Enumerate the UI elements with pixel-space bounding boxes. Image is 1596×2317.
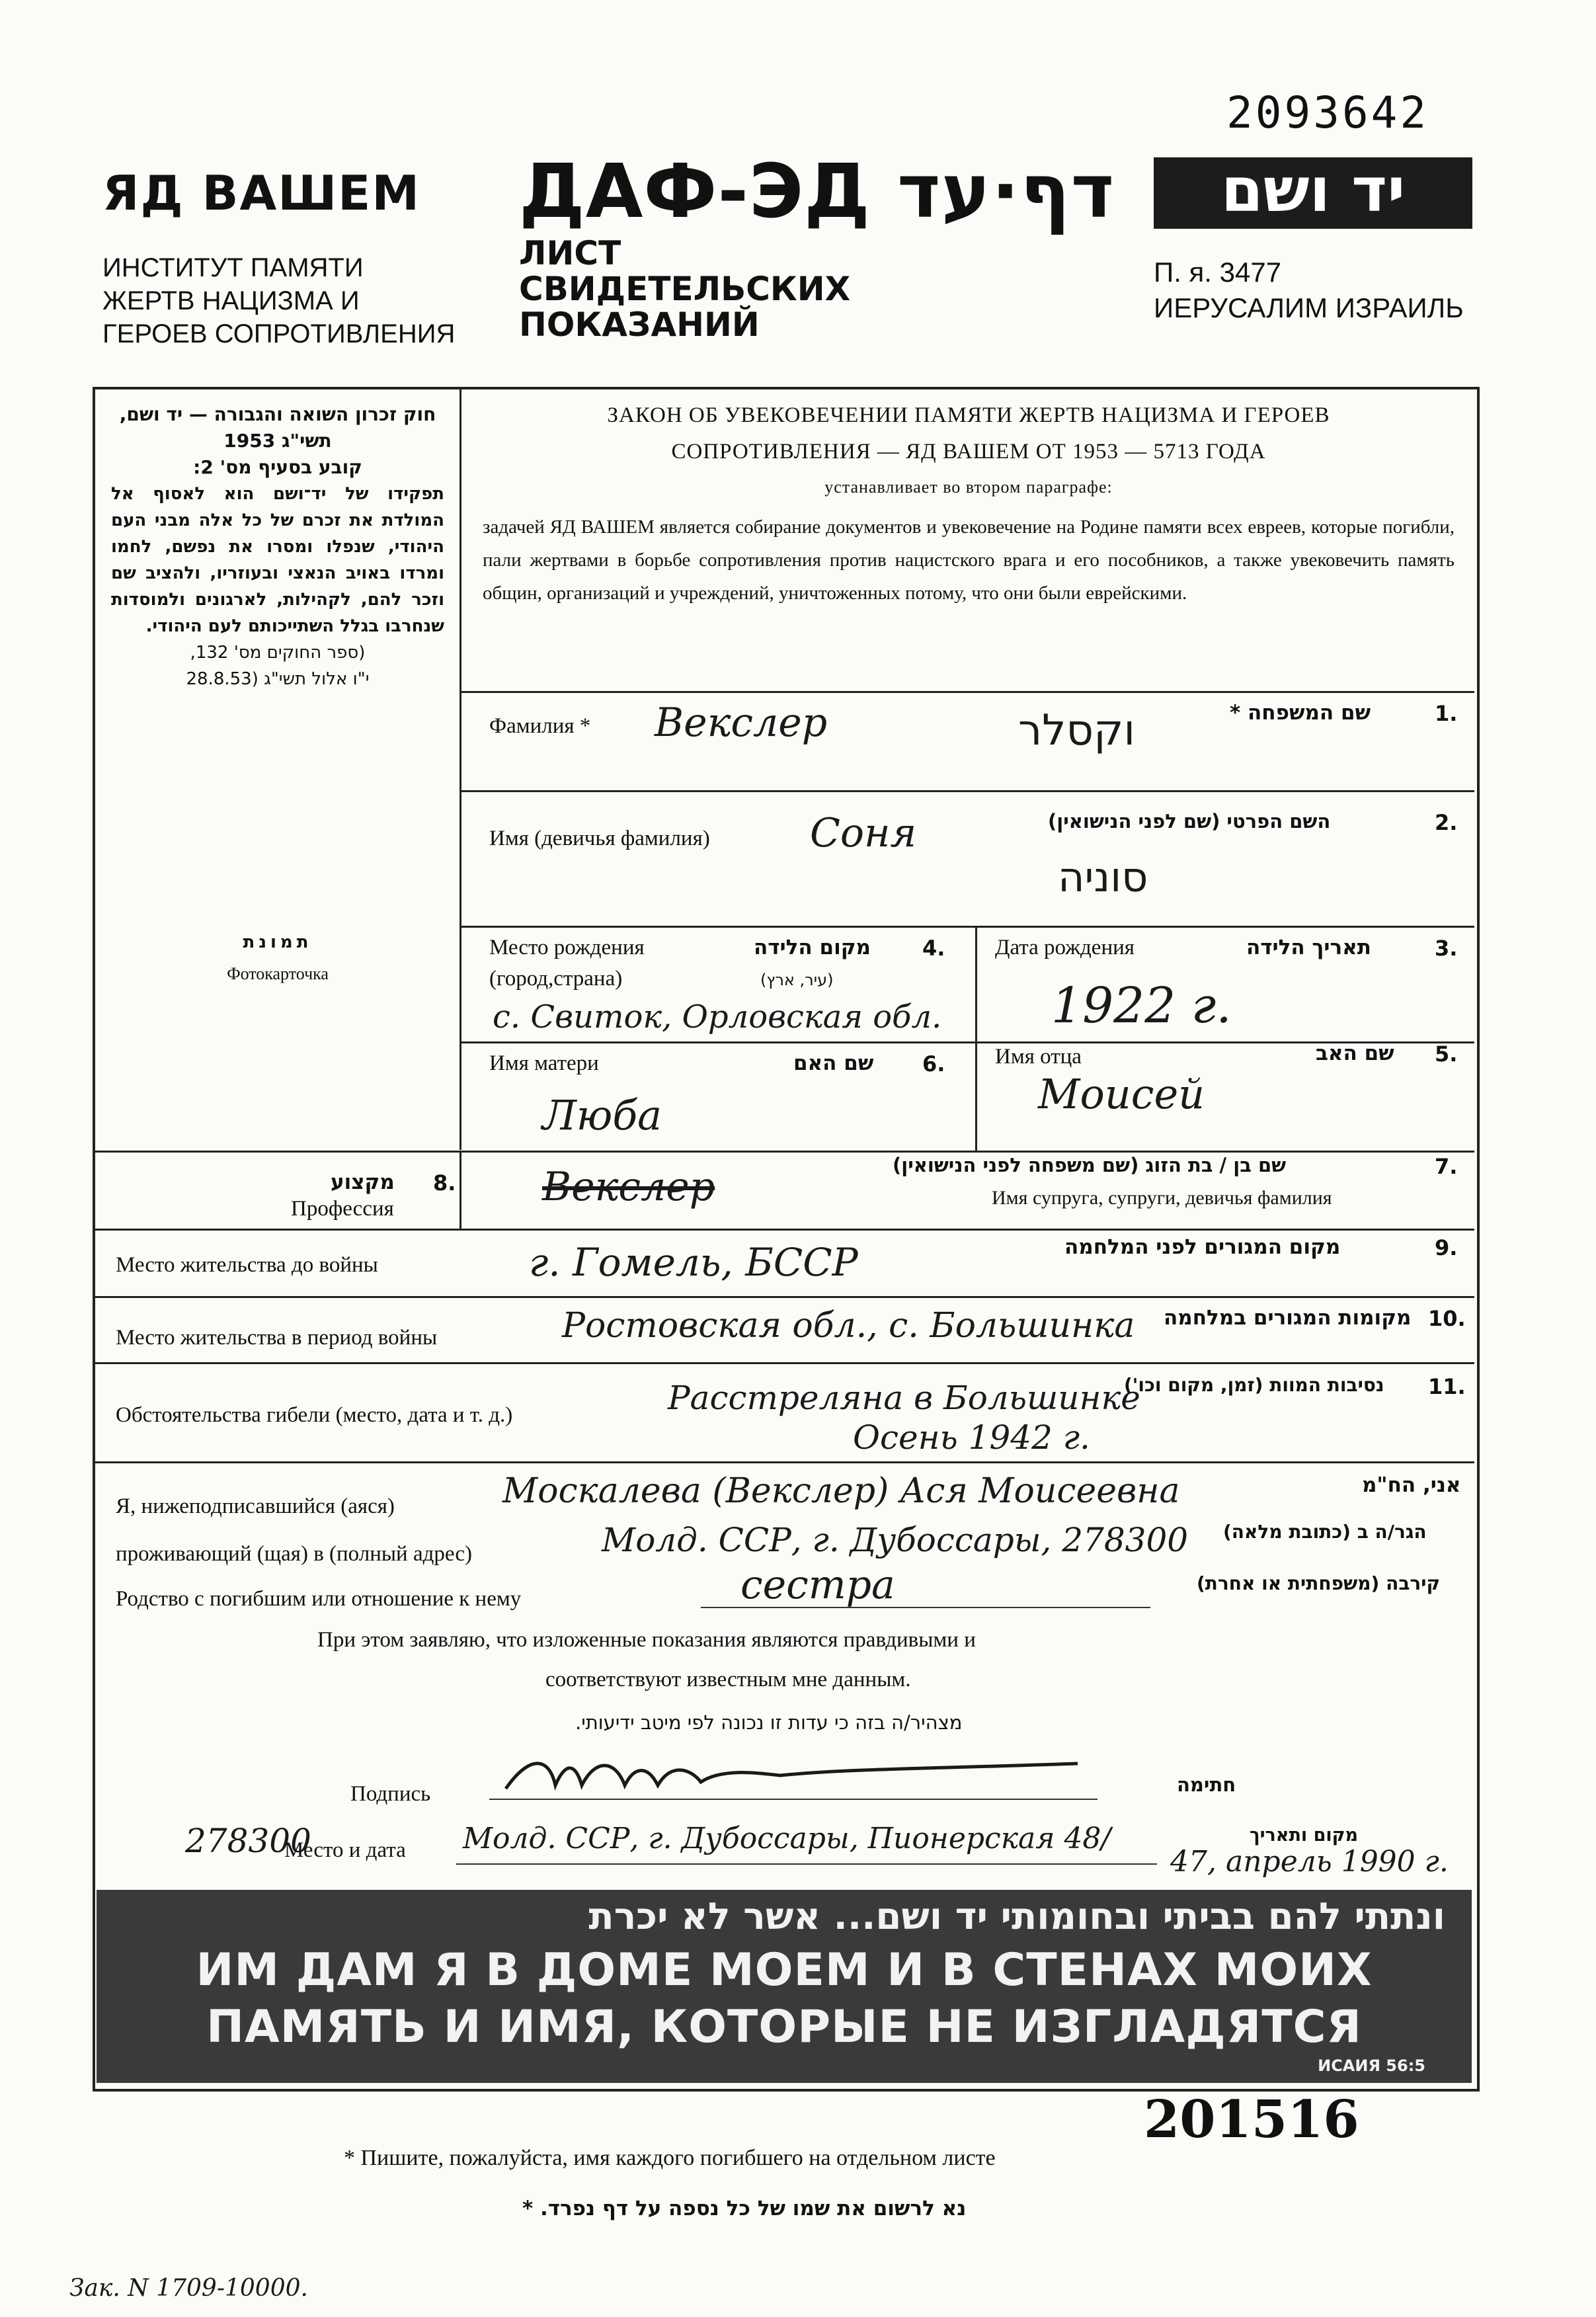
address-value: Молд. ССР, г. Дубоссары, 278300	[602, 1521, 1189, 1559]
signature	[502, 1749, 1084, 1802]
surname-value-ru: Векслер	[655, 700, 828, 746]
hebrew-law-clause: קובע בסעיף מס' 2:	[193, 456, 362, 478]
relation-label-ru: Родство с погибшим или отношение к нему	[116, 1587, 522, 1611]
institute-line: ИНСТИТУТ ПАМЯТИ	[102, 253, 364, 282]
surname-label-ru: Фамилия *	[489, 714, 591, 738]
prewar-residence-label-ru: Место жительства до войны	[116, 1253, 378, 1277]
institute-name	[102, 251, 455, 350]
sheet-title-line: СВИДЕТЕЛЬСКИХ	[519, 270, 851, 308]
hebrew-law-source: (ספר החוקים מס' 132,	[190, 643, 366, 663]
law-title-line1: ЗАКОН ОБ УВЕКОВЕЧЕНИИ ПАМЯТИ ЖЕРТВ НАЦИЗМА И ГЕРОЕВ	[607, 403, 1330, 427]
statement-line1: При этом заявляю, что изложенные показания являются правдивыми и	[317, 1628, 976, 1652]
father-value: Моисей	[1038, 1070, 1205, 1118]
address-label-ru: проживающий (щая) в (полный адрес)	[116, 1542, 472, 1566]
address-label-he: הגר/ה ב (כתובת מלאה)	[1223, 1521, 1427, 1543]
spouse-value: Векслер	[542, 1164, 715, 1210]
field-number: 1.	[1435, 701, 1458, 726]
sheet-title-line: ПОКАЗАНИЙ	[519, 305, 760, 344]
relation-value: сестра	[740, 1562, 895, 1608]
hebrew-law-title: חוק זכרון השואה והגבורה — יד ושם, תשי"ג 1953	[119, 403, 436, 452]
firstname-label-ru: Имя (девичья фамилия)	[489, 827, 710, 850]
city: ИЕРУСАЛИМ ИЗРАИЛЬ	[1154, 292, 1464, 323]
profession-label-he: מקצוע	[331, 1170, 395, 1194]
po-box: П. я. 3477	[1154, 257, 1282, 288]
field-number: 8.	[433, 1170, 456, 1196]
russian-law	[483, 403, 1455, 610]
postcode-handwritten: 278300	[185, 1822, 311, 1860]
serial-number: 2093642	[1226, 87, 1429, 138]
stamp-number: 201516	[1144, 2090, 1359, 2150]
field-number: 5.	[1435, 1041, 1458, 1067]
mother-label-he: שם האם	[793, 1051, 874, 1075]
firstname-label-he: השם הפרטי (שם לפני הנישואין)	[1048, 810, 1331, 833]
surname-value-he: וקסלר	[1018, 706, 1135, 755]
wartime-residence-label-ru: Место жительства в период войны	[116, 1326, 438, 1350]
field-number: 3.	[1435, 936, 1458, 961]
hebrew-law-date: י"ו אלול תשי"ג (28.8.53	[186, 669, 370, 689]
banner-source: ИСАИЯ 56:5	[1318, 2056, 1425, 2075]
birthdate-label-he: תאריך הלידה	[1246, 936, 1371, 959]
footer-note-ru: * Пишите, пожалуйста, имя каждого погибшего на отдельном листе	[344, 2146, 996, 2170]
statement-he: מצהיר/ה בזה כי עדות זו נכונה לפי מיטב ידיעותי.	[575, 1711, 963, 1734]
field-number: 4.	[922, 936, 945, 961]
banner-hebrew: ונתתי להם בביתי ובחומותי יד ושם... אשר לא יכרת	[588, 1895, 1445, 1938]
mother-label-ru: Имя матери	[489, 1051, 599, 1075]
brand-yad-vashem: ЯД ВАШЕМ	[102, 165, 421, 221]
birthplace-label-he2: (עיר, ארץ)	[760, 971, 834, 989]
spouse-label-ru: Имя супруга, супруги, девичья фамилия	[992, 1187, 1332, 1209]
father-label-he: שם האב	[1316, 1041, 1394, 1065]
signature-label-ru: Подпись	[350, 1782, 431, 1806]
wartime-residence-label-he: מקומות המגורים במלחמה	[1164, 1306, 1412, 1330]
declarant-name-value: Москалева (Векслер) Ася Моисеевна	[502, 1471, 1180, 1511]
spouse-label-he: שם בן / בת הזוג (שם משפחה לפני הנישואין)	[893, 1154, 1287, 1176]
birthdate-label-ru: Дата рождения	[995, 936, 1135, 959]
birthplace-label-ru2: (город,страна)	[489, 967, 623, 991]
yad-vashem-logo: יד ושם	[1154, 157, 1472, 229]
statement-line2: соответствуют известным мне данным.	[545, 1668, 911, 1691]
wartime-residence-value: Ростовская обл., с. Большинка	[562, 1306, 1135, 1346]
firstname-value-ru: Соня	[810, 810, 917, 856]
isaiah-banner	[97, 1890, 1472, 2083]
place-date-label-he: מקום ותאריך	[1250, 1825, 1359, 1846]
mother-value: Люба	[542, 1091, 662, 1139]
field-number: 11.	[1428, 1374, 1466, 1399]
birthplace-value: с. Свиток, Орловская обл.	[493, 998, 942, 1036]
photo-placeholder	[99, 932, 456, 984]
prewar-residence-label-he: מקום המגורים לפני המלחמה	[1064, 1235, 1341, 1259]
place-date-value: Молд. ССР, г. Дубоссары, Пионерская 48/	[463, 1822, 1111, 1855]
hebrew-law-body: תפקידו של יד־ושם הוא לאסוף אל המולדת את זכרם של כל אלה מבני העם היהודי, שנפלו ומסרו את נפשם, לחמו ומרדו באויב הנאצי ובעוזריו, ולהציב שם וזכר להם, לקהילות, לארגונים ולמוסדות שנחרבו בגלל השתייכותם לעם היהודי.	[111, 484, 444, 636]
relation-label-he: קירבה (משפחתית או אחרת)	[1197, 1572, 1441, 1594]
death-circumstances-label-he: נסיבות המוות (זמן, מקום וכו')	[1124, 1374, 1384, 1396]
surname-label-he: שם המשפחה *	[1230, 701, 1371, 725]
footer-note-he: נא לרשום את שמו של כל נספה על דף נפרד. *	[522, 2197, 967, 2220]
birthplace-label-ru: Место рождения	[489, 936, 645, 959]
declarant-label-he: אני, הח"מ	[1362, 1473, 1461, 1497]
sheet-title-line: ЛИСТ	[519, 234, 621, 272]
birthdate-value: 1922 г.	[1051, 977, 1232, 1034]
photo-label-he: תמונת	[243, 932, 313, 952]
field-number: 7.	[1435, 1154, 1458, 1179]
birthplace-label-he: מקום הלידה	[754, 936, 871, 959]
print-order: Зак. N 1709-10000.	[69, 2275, 308, 2302]
hebrew-law-box	[99, 393, 456, 790]
place-date-value2: 47, апрель 1990 г.	[1170, 1845, 1449, 1879]
field-number: 10.	[1428, 1306, 1466, 1331]
prewar-residence-value: г. Гомель, БССР	[529, 1240, 858, 1285]
place-date-label-ru: Место и дата	[284, 1838, 406, 1862]
law-title-line2: СОПРОТИВЛЕНИЯ — ЯД ВАШЕМ ОТ 1953 — 5713 ГОДА	[671, 440, 1266, 464]
field-number: 2.	[1435, 810, 1458, 835]
institute-line: ЖЕРТВ НАЦИЗМА И	[102, 286, 360, 315]
field-number: 9.	[1435, 1235, 1458, 1260]
banner-russian-line2: ПАМЯТЬ И ИМЯ, КОТОРЫЕ НЕ ИЗГЛАДЯТСЯ	[206, 2001, 1362, 2053]
father-label-ru: Имя отца	[995, 1045, 1082, 1069]
law-body: задачей ЯД ВАШЕМ является собирание документов и увековечение на Родине памяти всех евреев, которые погибли, пали жертвами в борьбе сопротивления против нацистского врага и его пособников, а также увековечить память общин, организаций и учреждений, уничтоженных потому, что они были еврейскими.	[483, 516, 1455, 604]
photo-label-ru: Фотокарточка	[227, 964, 329, 983]
death-circumstances-value: Расстреляна в Большинке	[668, 1379, 1140, 1417]
signature-label-he: חתימה	[1177, 1773, 1236, 1796]
banner-russian-line1: ИМ ДАМ Я В ДОМЕ МОЕМ И В СТЕНАХ МОИХ	[196, 1944, 1373, 1996]
profession-label-ru: Профессия	[291, 1197, 394, 1221]
sheet-title	[519, 235, 850, 343]
field-number: 6.	[922, 1051, 945, 1077]
institute-line: ГЕРОЕВ СОПРОТИВЛЕНИЯ	[102, 319, 456, 348]
law-subtitle: устанавливает во втором параграфе:	[824, 477, 1113, 497]
firstname-value-he: סוניה	[1058, 853, 1148, 901]
death-date-value: Осень 1942 г.	[853, 1418, 1090, 1457]
daf-ed-title: ДАФ-ЭД דף·עד	[519, 149, 1115, 235]
declarant-label-ru: Я, нижеподписавшийся (аяся)	[116, 1494, 395, 1518]
death-circumstances-label-ru: Обстоятельства гибели (место, дата и т. д.)	[116, 1403, 513, 1427]
